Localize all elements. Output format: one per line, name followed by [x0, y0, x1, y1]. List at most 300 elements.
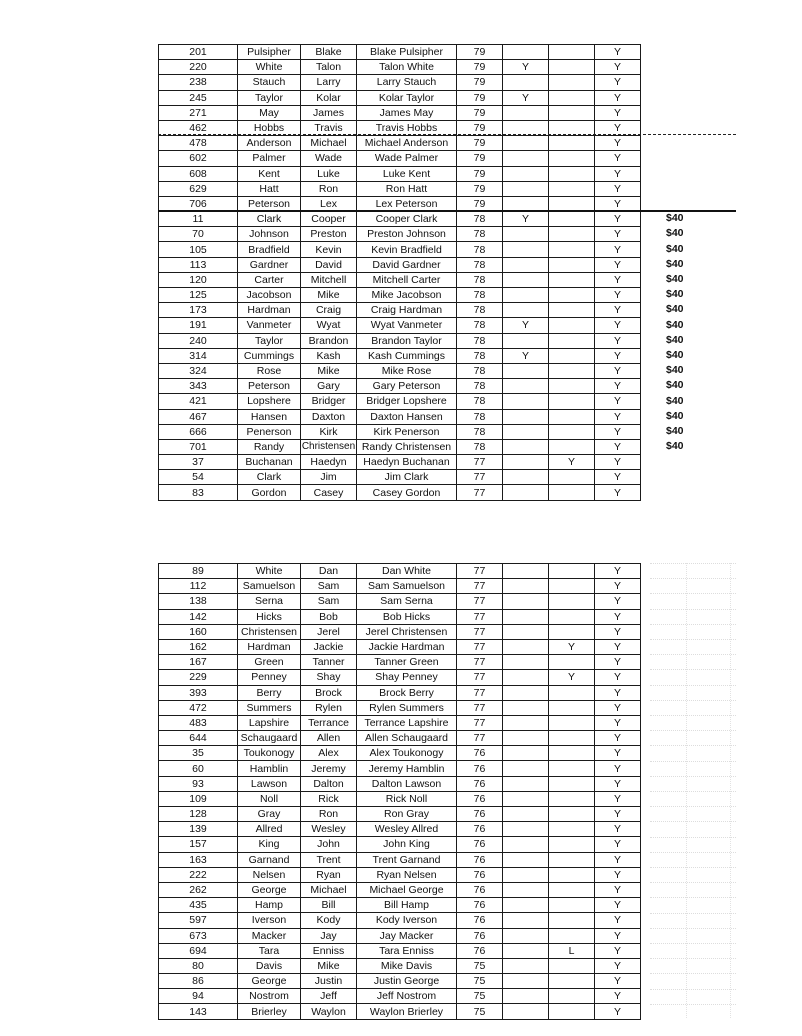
- fee-amount: $40: [666, 379, 684, 392]
- cell-col7: Y: [595, 564, 641, 579]
- cell-first: Bob: [301, 609, 357, 624]
- cell-score: 79: [457, 166, 503, 181]
- cell-col5: [503, 105, 549, 120]
- table-row: [159, 45, 641, 60]
- cell-col7: Y: [595, 776, 641, 791]
- cell-col5: [503, 242, 549, 257]
- faint-gridline: [650, 882, 736, 883]
- cell-last: Noll: [238, 791, 301, 806]
- cell-score: 79: [457, 90, 503, 105]
- table-row: [159, 90, 641, 105]
- cell-first: Michael: [301, 882, 357, 897]
- cell-col7: Y: [595, 424, 641, 439]
- cell-col7: Y: [595, 1004, 641, 1019]
- cell-col7: Y: [595, 196, 641, 211]
- cell-full: Craig Hardman: [357, 303, 457, 318]
- table-row: [159, 257, 641, 272]
- cell-first: Wyat: [301, 318, 357, 333]
- cell-col5: [503, 303, 549, 318]
- cell-col6: [549, 989, 595, 1004]
- cell-id: 238: [159, 75, 238, 90]
- faint-gridline: [686, 563, 687, 1018]
- cell-first: Luke: [301, 166, 357, 181]
- cell-last: Berry: [238, 685, 301, 700]
- cell-score: 76: [457, 943, 503, 958]
- cell-id: 89: [159, 564, 238, 579]
- cell-first: Alex: [301, 746, 357, 761]
- cell-score: 75: [457, 974, 503, 989]
- cell-full: Kash Cummings: [357, 348, 457, 363]
- cell-col7: Y: [595, 181, 641, 196]
- cell-score: 77: [457, 685, 503, 700]
- cell-full: James May: [357, 105, 457, 120]
- cell-first: Allen: [301, 731, 357, 746]
- cell-last: Bradfield: [238, 242, 301, 257]
- cell-col7: Y: [595, 761, 641, 776]
- cell-col5: [503, 564, 549, 579]
- cell-col7: Y: [595, 470, 641, 485]
- table-row: [159, 913, 641, 928]
- faint-gridline: [650, 943, 736, 944]
- cell-first: Shay: [301, 670, 357, 685]
- cell-first: Talon: [301, 60, 357, 75]
- cell-score: 78: [457, 272, 503, 287]
- faint-gridline: [650, 700, 736, 701]
- cell-col7: Y: [595, 303, 641, 318]
- cell-col7: Y: [595, 45, 641, 60]
- cell-first: Bill: [301, 898, 357, 913]
- table-row: [159, 594, 641, 609]
- table-row: [159, 609, 641, 624]
- cell-last: Macker: [238, 928, 301, 943]
- cell-col6: [549, 288, 595, 303]
- faint-gridline: [650, 624, 736, 625]
- cell-id: 37: [159, 455, 238, 470]
- fee-amount: $40: [666, 333, 684, 346]
- cell-last: Randy: [238, 439, 301, 454]
- table-row: [159, 807, 641, 822]
- cell-col7: Y: [595, 60, 641, 75]
- table-row: [159, 348, 641, 363]
- faint-gridline: [650, 913, 736, 914]
- fee-amount: $40: [666, 303, 684, 316]
- cell-score: 76: [457, 898, 503, 913]
- cell-col6: [549, 1004, 595, 1019]
- cell-col7: Y: [595, 439, 641, 454]
- cell-id: 222: [159, 867, 238, 882]
- fee-amount: $40: [666, 318, 684, 331]
- cell-first: Preston: [301, 227, 357, 242]
- faint-gridline: [650, 897, 736, 898]
- cell-col7: Y: [595, 852, 641, 867]
- cell-first: Brandon: [301, 333, 357, 348]
- cell-col7: Y: [595, 242, 641, 257]
- cell-col7: Y: [595, 579, 641, 594]
- cell-last: Green: [238, 655, 301, 670]
- thick-separator-line: [158, 210, 736, 212]
- cell-col7: Y: [595, 731, 641, 746]
- cell-id: 113: [159, 257, 238, 272]
- cell-first: Sam: [301, 579, 357, 594]
- cell-col6: [549, 75, 595, 90]
- cell-last: Buchanan: [238, 455, 301, 470]
- table-row: [159, 624, 641, 639]
- cell-id: 157: [159, 837, 238, 852]
- table-row: [159, 761, 641, 776]
- cell-last: Christensen: [238, 624, 301, 639]
- cell-col7: Y: [595, 791, 641, 806]
- cell-score: 78: [457, 379, 503, 394]
- cell-last: Serna: [238, 594, 301, 609]
- cell-col6: [549, 564, 595, 579]
- cell-last: Clark: [238, 212, 301, 227]
- cell-full: Trent Garnand: [357, 852, 457, 867]
- cell-col7: Y: [595, 989, 641, 1004]
- cell-col6: [549, 303, 595, 318]
- table-row: [159, 363, 641, 378]
- cell-last: Iverson: [238, 913, 301, 928]
- cell-first: Ryan: [301, 867, 357, 882]
- cell-col5: [503, 882, 549, 897]
- cell-col5: [503, 639, 549, 654]
- cell-full: Tanner Green: [357, 655, 457, 670]
- cell-col6: [549, 272, 595, 287]
- cell-full: Mike Jacobson: [357, 288, 457, 303]
- table-row: [159, 303, 641, 318]
- faint-gridline: [650, 609, 736, 610]
- cell-col6: [549, 90, 595, 105]
- cell-score: 77: [457, 670, 503, 685]
- cell-first: Ron: [301, 181, 357, 196]
- cell-full: Kevin Bradfield: [357, 242, 457, 257]
- cell-col5: [503, 455, 549, 470]
- cell-col5: [503, 227, 549, 242]
- cell-col6: [549, 685, 595, 700]
- cell-first: Mike: [301, 363, 357, 378]
- cell-col6: [549, 485, 595, 500]
- cell-col7: Y: [595, 166, 641, 181]
- cell-id: 314: [159, 348, 238, 363]
- cell-col6: [549, 807, 595, 822]
- cell-score: 77: [457, 624, 503, 639]
- cell-first: Kody: [301, 913, 357, 928]
- cell-id: 201: [159, 45, 238, 60]
- cell-col6: [549, 212, 595, 227]
- cell-last: White: [238, 564, 301, 579]
- cell-id: 109: [159, 791, 238, 806]
- cell-full: Kolar Taylor: [357, 90, 457, 105]
- cell-score: 77: [457, 731, 503, 746]
- cell-col5: [503, 731, 549, 746]
- cell-first: Lex: [301, 196, 357, 211]
- cell-full: Shay Penney: [357, 670, 457, 685]
- cell-id: 229: [159, 670, 238, 685]
- cell-col6: [549, 409, 595, 424]
- cell-col5: [503, 822, 549, 837]
- cell-last: Garnand: [238, 852, 301, 867]
- cell-score: 76: [457, 867, 503, 882]
- cell-score: 78: [457, 318, 503, 333]
- cell-col6: [549, 424, 595, 439]
- cell-last: Rose: [238, 363, 301, 378]
- cell-id: 142: [159, 609, 238, 624]
- cell-col7: Y: [595, 151, 641, 166]
- cell-score: 79: [457, 120, 503, 135]
- cell-score: 77: [457, 655, 503, 670]
- cell-id: 93: [159, 776, 238, 791]
- cell-first: Terrance: [301, 715, 357, 730]
- cell-col7: Y: [595, 700, 641, 715]
- cell-col5: [503, 943, 549, 958]
- cell-id: 271: [159, 105, 238, 120]
- cell-full: Bob Hicks: [357, 609, 457, 624]
- table-row: [159, 685, 641, 700]
- cell-last: Lapshire: [238, 715, 301, 730]
- table-row: [159, 731, 641, 746]
- cell-score: 78: [457, 409, 503, 424]
- cell-col7: Y: [595, 685, 641, 700]
- cell-score: 76: [457, 852, 503, 867]
- cell-col7: Y: [595, 105, 641, 120]
- cell-id: 112: [159, 579, 238, 594]
- cell-col6: [549, 181, 595, 196]
- table-row: [159, 333, 641, 348]
- cell-first: Waylon: [301, 1004, 357, 1019]
- cell-first: David: [301, 257, 357, 272]
- cell-first: Brock: [301, 685, 357, 700]
- cell-score: 75: [457, 1004, 503, 1019]
- table-row: [159, 439, 641, 454]
- table-row: [159, 852, 641, 867]
- cell-col6: [549, 928, 595, 943]
- cell-col5: [503, 363, 549, 378]
- cell-col5: [503, 791, 549, 806]
- cell-score: 76: [457, 746, 503, 761]
- faint-gridline: [650, 669, 736, 670]
- cell-first: Jeff: [301, 989, 357, 1004]
- fee-amount: $40: [666, 242, 684, 255]
- cell-last: Hardman: [238, 303, 301, 318]
- cell-score: 79: [457, 75, 503, 90]
- cell-last: Hamp: [238, 898, 301, 913]
- cell-score: 77: [457, 485, 503, 500]
- cell-score: 79: [457, 151, 503, 166]
- faint-gridline: [650, 593, 736, 594]
- fee-amount: $40: [666, 273, 684, 285]
- faint-gridline: [650, 563, 736, 564]
- cell-id: 80: [159, 958, 238, 973]
- cell-id: 240: [159, 333, 238, 348]
- cell-full: Gary Peterson: [357, 379, 457, 394]
- cell-first: Wesley: [301, 822, 357, 837]
- cell-col7: Y: [595, 272, 641, 287]
- table-row: [159, 424, 641, 439]
- cell-first: Michael: [301, 136, 357, 151]
- cell-first: Wade: [301, 151, 357, 166]
- table-row: [159, 379, 641, 394]
- cell-first: Larry: [301, 75, 357, 90]
- cell-col5: [503, 852, 549, 867]
- cell-last: May: [238, 105, 301, 120]
- faint-gridline: [650, 989, 736, 990]
- faint-gridline: [650, 776, 736, 777]
- cell-col6: [549, 624, 595, 639]
- cell-last: Samuelson: [238, 579, 301, 594]
- cell-col7: Y: [595, 409, 641, 424]
- cell-col6: Y: [549, 639, 595, 654]
- cell-first: James: [301, 105, 357, 120]
- cell-col5: Y: [503, 60, 549, 75]
- table-row: [159, 639, 641, 654]
- cell-last: Hardman: [238, 639, 301, 654]
- cell-first: Mitchell: [301, 272, 357, 287]
- cell-full: Michael George: [357, 882, 457, 897]
- cell-col5: [503, 624, 549, 639]
- cell-col6: [549, 731, 595, 746]
- table-row: [159, 105, 641, 120]
- cell-last: Hicks: [238, 609, 301, 624]
- table-row: [159, 136, 641, 151]
- faint-gridline: [650, 821, 736, 822]
- table-row: [159, 715, 641, 730]
- cell-col5: [503, 655, 549, 670]
- cell-score: 77: [457, 564, 503, 579]
- cell-id: 105: [159, 242, 238, 257]
- table-row: [159, 670, 641, 685]
- cell-col5: Y: [503, 348, 549, 363]
- cell-col5: [503, 913, 549, 928]
- cell-col7: Y: [595, 609, 641, 624]
- cell-full: Sam Serna: [357, 594, 457, 609]
- cell-first: Kevin: [301, 242, 357, 257]
- cell-last: Lawson: [238, 776, 301, 791]
- cell-full: Casey Gordon: [357, 485, 457, 500]
- cell-last: Penney: [238, 670, 301, 685]
- faint-gridline: [650, 685, 736, 686]
- cell-last: Cummings: [238, 348, 301, 363]
- faint-gridline: [650, 973, 736, 974]
- cell-last: Clark: [238, 470, 301, 485]
- fee-amount: $40: [666, 288, 684, 301]
- cell-score: 76: [457, 928, 503, 943]
- cell-full: Dan White: [357, 564, 457, 579]
- cell-full: Jay Macker: [357, 928, 457, 943]
- table-row: [159, 272, 641, 287]
- cell-id: 324: [159, 363, 238, 378]
- cell-col6: [549, 333, 595, 348]
- cell-col5: Y: [503, 90, 549, 105]
- cell-full: Travis Hobbs: [357, 120, 457, 135]
- table-row: [159, 958, 641, 973]
- cell-first: Ron: [301, 807, 357, 822]
- cell-col6: [549, 594, 595, 609]
- table-row: [159, 974, 641, 989]
- cell-id: 138: [159, 594, 238, 609]
- cell-first: Christensen: [301, 439, 357, 454]
- cell-score: 78: [457, 424, 503, 439]
- cell-col6: [549, 867, 595, 882]
- cell-col5: [503, 715, 549, 730]
- cell-col7: Y: [595, 898, 641, 913]
- cell-last: Nelsen: [238, 867, 301, 882]
- cell-first: Kash: [301, 348, 357, 363]
- cell-score: 76: [457, 822, 503, 837]
- cell-full: Ron Hatt: [357, 181, 457, 196]
- cell-col6: Y: [549, 670, 595, 685]
- faint-gridline: [650, 806, 736, 807]
- fee-amount: $40: [666, 425, 684, 437]
- cell-col6: [549, 105, 595, 120]
- cell-full: Brandon Taylor: [357, 333, 457, 348]
- cell-id: 160: [159, 624, 238, 639]
- cell-id: 191: [159, 318, 238, 333]
- cell-col5: [503, 439, 549, 454]
- cell-col5: [503, 409, 549, 424]
- cell-full: Jeremy Hamblin: [357, 761, 457, 776]
- cell-last: Stauch: [238, 75, 301, 90]
- cell-full: Jim Clark: [357, 470, 457, 485]
- cell-full: Justin George: [357, 974, 457, 989]
- table-row: [159, 60, 641, 75]
- table-row: [159, 928, 641, 943]
- cell-score: 78: [457, 257, 503, 272]
- cell-col5: [503, 761, 549, 776]
- cell-col6: [549, 394, 595, 409]
- cell-col7: Y: [595, 594, 641, 609]
- cell-col5: [503, 807, 549, 822]
- cell-first: Bridger: [301, 394, 357, 409]
- cell-col7: Y: [595, 837, 641, 852]
- cell-full: Wesley Allred: [357, 822, 457, 837]
- cell-id: 483: [159, 715, 238, 730]
- cell-col5: Y: [503, 212, 549, 227]
- table-row: [159, 867, 641, 882]
- cell-col6: [549, 822, 595, 837]
- cell-full: Wade Palmer: [357, 151, 457, 166]
- table-row: [159, 394, 641, 409]
- cell-id: 629: [159, 181, 238, 196]
- cell-id: 167: [159, 655, 238, 670]
- cell-id: 343: [159, 379, 238, 394]
- cell-score: 75: [457, 958, 503, 973]
- cell-col5: [503, 974, 549, 989]
- cell-col5: [503, 470, 549, 485]
- cell-col6: [549, 746, 595, 761]
- cell-full: Jerel Christensen: [357, 624, 457, 639]
- cell-col5: [503, 424, 549, 439]
- cell-first: Tanner: [301, 655, 357, 670]
- cell-score: 78: [457, 394, 503, 409]
- cell-id: 54: [159, 470, 238, 485]
- table-row: [159, 822, 641, 837]
- cell-first: Justin: [301, 974, 357, 989]
- cell-last: Taylor: [238, 90, 301, 105]
- cell-first: John: [301, 837, 357, 852]
- cell-first: Jim: [301, 470, 357, 485]
- cell-col5: [503, 394, 549, 409]
- cell-col5: [503, 898, 549, 913]
- fee-amount: $40: [666, 227, 684, 240]
- cell-score: 78: [457, 212, 503, 227]
- cell-col6: [549, 470, 595, 485]
- cell-col5: [503, 45, 549, 60]
- cell-last: Brierley: [238, 1004, 301, 1019]
- cell-last: Peterson: [238, 196, 301, 211]
- cell-score: 78: [457, 227, 503, 242]
- cell-last: King: [238, 837, 301, 852]
- cell-full: Lex Peterson: [357, 196, 457, 211]
- cell-full: Talon White: [357, 60, 457, 75]
